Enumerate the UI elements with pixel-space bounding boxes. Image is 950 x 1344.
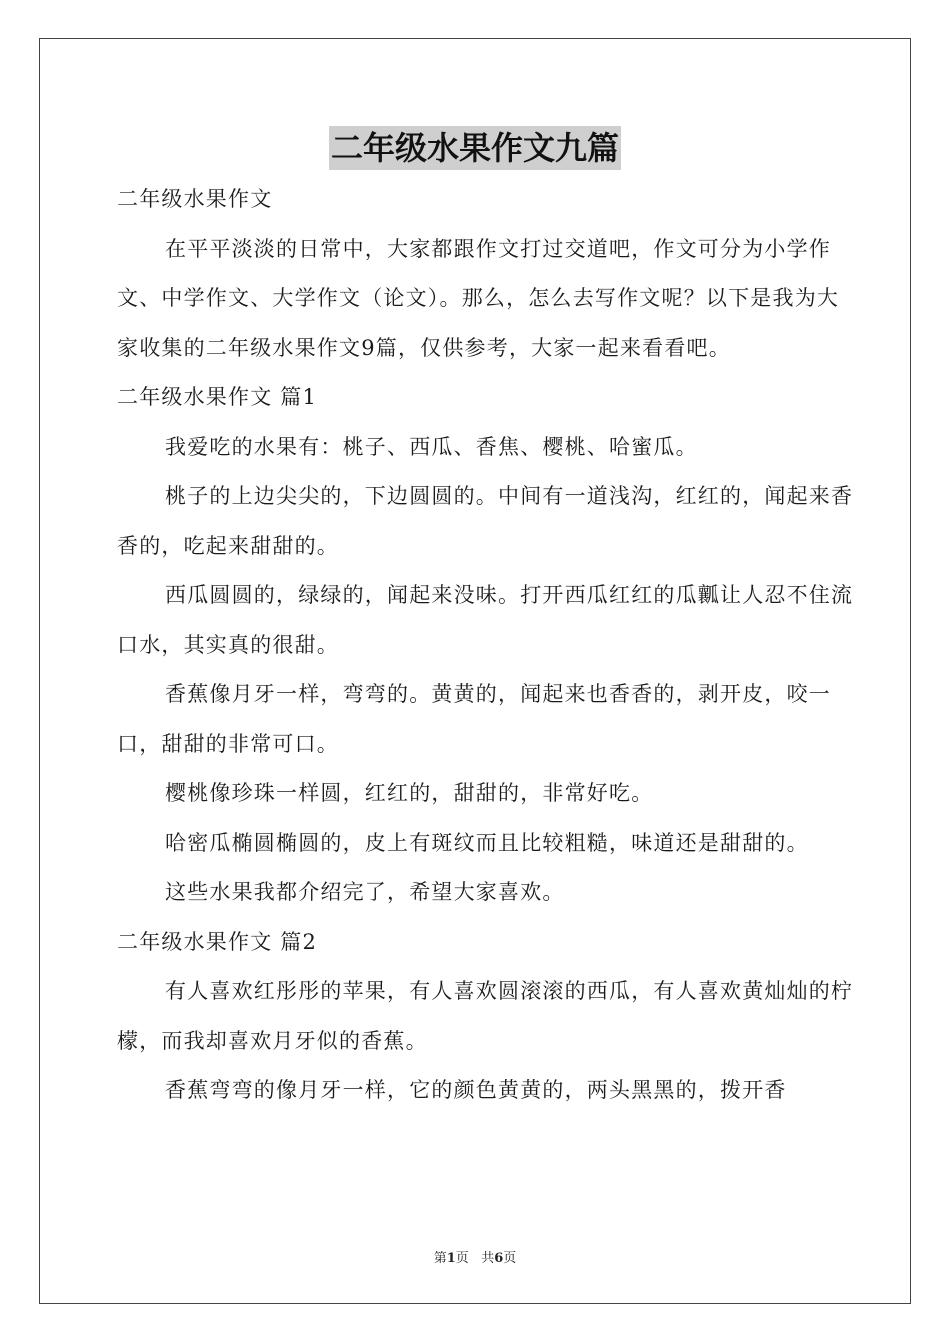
paragraph: 在平平淡淡的日常中，大家都跟作文打过交道吧，作文可分为小学作文、中学作文、大学作文（论文）。那么，怎么去写作文呢？以下是我为大家收集的二年级水果作文9篇，仅供参考，大家一起来看看吧。 <box>117 236 840 360</box>
document-title: 二年级水果作文九篇 <box>329 126 621 170</box>
title-container <box>0 126 950 170</box>
footer-prefix: 第 <box>433 1251 447 1266</box>
footer-page-suffix: 页 <box>455 1251 469 1266</box>
paragraph: 有人喜欢红彤彤的苹果，有人喜欢圆滚滚的西瓜，有人喜欢黄灿灿的柠檬，而我却喜欢月牙似的香蕉。 <box>117 979 854 1053</box>
footer-total-suffix: 页 <box>503 1251 517 1266</box>
footer-total-pages: 6 <box>494 1251 504 1266</box>
paragraph: 香蕉像月牙一样，弯弯的。黄黄的，闻起来也香香的，剥开皮，咬一口，甜甜的非常可口。 <box>117 682 831 756</box>
section-heading: 二年级水果作文 篇1 <box>117 385 318 409</box>
paragraph: 樱桃像珍珠一样圆，红红的，甜甜的，非常好吃。 <box>165 781 654 805</box>
paragraph: 这些水果我都介绍完了，希望大家喜欢。 <box>165 880 565 904</box>
section-heading: 二年级水果作文 篇2 <box>117 929 318 954</box>
paragraph: 我爱吃的水果有：桃子、西瓜、香焦、樱桃、哈蜜瓜。 <box>165 434 698 459</box>
page-footer <box>0 1247 950 1266</box>
paragraph: 西瓜圆圆的，绿绿的，闻起来没味。打开西瓜红红的瓜瓤让人忍不住流口水，其实真的很甜。 <box>117 583 854 657</box>
section-heading: 二年级水果作文 <box>117 187 273 211</box>
footer-page-number: 1 <box>446 1251 456 1266</box>
document-body <box>117 175 857 1116</box>
paragraph: 桃子的上边尖尖的，下边圆圆的。中间有一道浅沟，红红的，闻起来香香的，吃起来甜甜的。 <box>117 484 854 558</box>
paragraph: 香蕉弯弯的像月牙一样，它的颜色黄黄的，两头黑黑的，拨开香 <box>165 1078 787 1102</box>
footer-total-prefix: 共 <box>481 1251 495 1266</box>
paragraph: 哈密瓜椭圆椭圆的，皮上有斑纹而且比较粗糙，味道还是甜甜的。 <box>165 830 809 855</box>
